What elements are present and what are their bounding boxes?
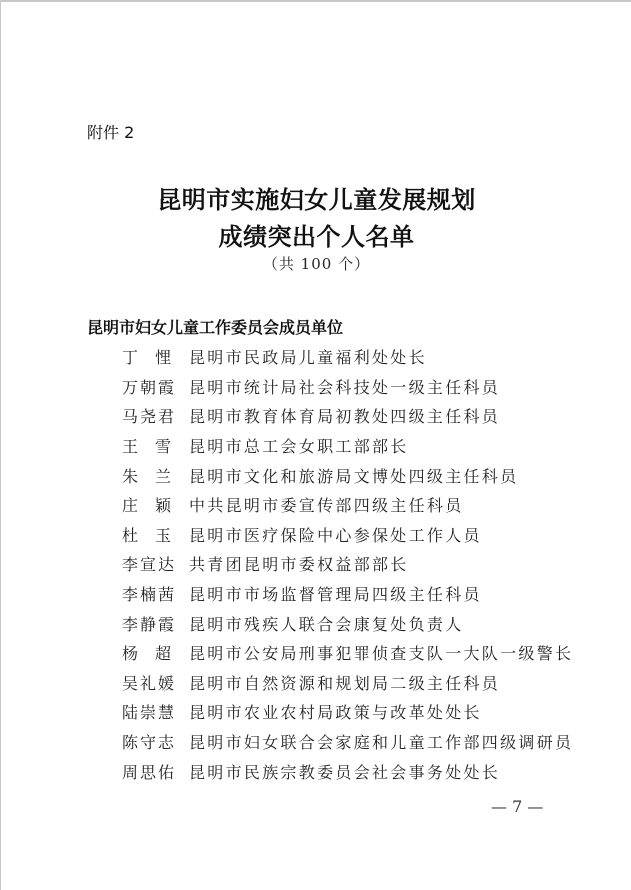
list-item <box>122 490 573 520</box>
person-role: 昆明市民政局儿童福利处处长 <box>189 348 427 368</box>
person-name: 陆崇慧 <box>122 703 177 723</box>
person-name: 吴礼媛 <box>122 673 177 693</box>
person-role: 昆明市总工会女职工部部长 <box>189 437 409 457</box>
attachment-label: 附件 2 <box>87 123 135 142</box>
person-name <box>122 523 189 546</box>
person-name-char: 丁 <box>122 348 139 368</box>
list-item <box>122 460 573 490</box>
person-name-char: 庄 <box>122 496 139 516</box>
person-name: 李宣达 <box>122 555 177 575</box>
person-name-char: 杨 <box>122 644 139 664</box>
person-role: 昆明市教育体育局初教处四级主任科员 <box>189 407 501 427</box>
person-name <box>122 464 189 487</box>
section-heading: 昆明市妇女儿童工作委员会成员单位 <box>87 318 344 337</box>
person-role: 昆明市农业农村局政策与改革处处长 <box>189 703 482 723</box>
list-item <box>122 401 573 431</box>
person-name: 马尧君 <box>122 407 177 427</box>
person-name-char: 颖 <box>155 496 172 516</box>
person-name-char: 兰 <box>155 466 172 486</box>
document-title-line2: 成绩突出个人名单 <box>218 222 415 251</box>
person-name: 李楠茜 <box>122 585 177 605</box>
person-name: 陈守志 <box>122 733 177 753</box>
list-item <box>122 342 573 372</box>
list-item <box>122 697 573 727</box>
person-role: 昆明市统计局社会科技处一级主任科员 <box>189 377 501 397</box>
person-role: 昆明市市场监督管理局四级主任科员 <box>189 585 482 605</box>
person-role: 共青团昆明市委权益部部长 <box>189 555 409 575</box>
person-name-char: 玉 <box>155 525 172 545</box>
person-name-char: 朱 <box>122 466 139 486</box>
person-role: 昆明市民族宗教委员会社会事务处处长 <box>189 762 501 782</box>
list-item <box>122 520 573 550</box>
person-name: 李静霞 <box>122 614 177 634</box>
person-name <box>122 434 189 457</box>
list-item <box>122 372 573 402</box>
list-item <box>122 549 573 579</box>
list-item <box>122 608 573 638</box>
person-name-char: 杜 <box>122 525 139 545</box>
people-list <box>122 342 573 786</box>
list-item <box>122 638 573 668</box>
document-title-line1: 昆明市实施妇女儿童发展规划 <box>157 185 476 214</box>
person-name <box>122 641 189 664</box>
person-role: 昆明市公安局刑事犯罪侦查支队一大队一级警长 <box>189 644 574 664</box>
person-role: 昆明市文化和旅游局文博处四级主任科员 <box>189 466 519 486</box>
person-role: 昆明市医疗保险中心参保处工作人员 <box>189 525 482 545</box>
person-role: 昆明市残疾人联合会康复处负责人 <box>189 614 464 634</box>
person-role: 中共昆明市委宣传部四级主任科员 <box>189 496 464 516</box>
person-role: 昆明市自然资源和规划局二级主任科员 <box>189 673 501 693</box>
list-item <box>122 431 573 461</box>
total-count: （共 100 个） <box>262 255 371 273</box>
page-number: — 7 — <box>491 797 544 816</box>
list-item <box>122 756 573 786</box>
list-item <box>122 579 573 609</box>
person-name-char: 超 <box>155 644 172 664</box>
person-name-char: 悝 <box>155 348 172 368</box>
person-name-char: 雪 <box>155 437 172 457</box>
list-item <box>122 727 573 757</box>
person-name <box>122 345 189 368</box>
person-name-char: 王 <box>122 437 139 457</box>
person-name: 周思佑 <box>122 762 177 782</box>
person-name: 万朝霞 <box>122 377 177 397</box>
person-role: 昆明市妇女联合会家庭和儿童工作部四级调研员 <box>189 733 574 753</box>
person-name <box>122 493 189 516</box>
list-item <box>122 668 573 698</box>
